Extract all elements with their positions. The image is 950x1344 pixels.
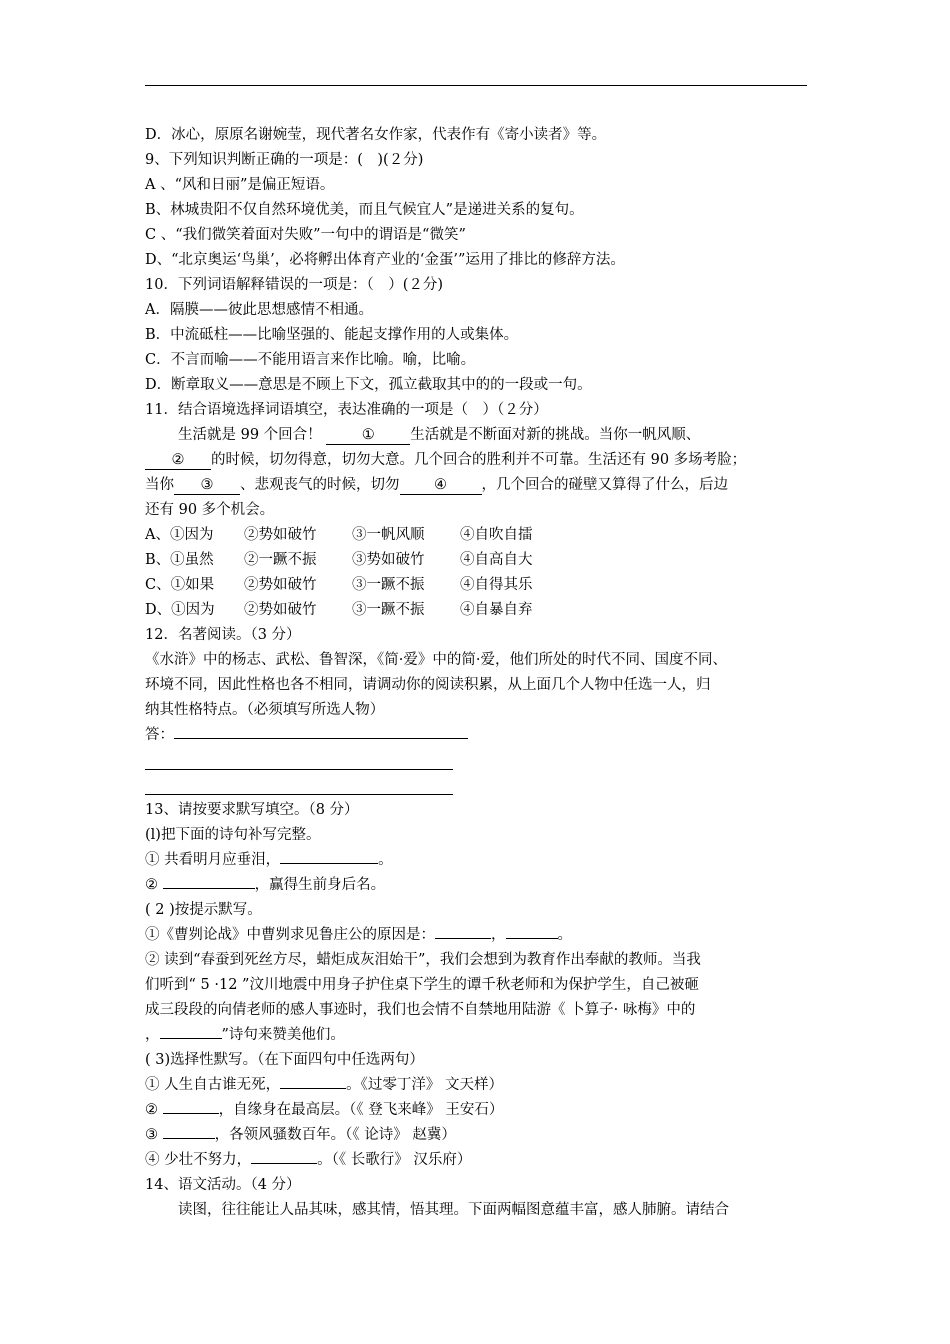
q13-2b-blank[interactable]: [160, 1024, 222, 1039]
q11-option-b: B、①虽然 ②一蹶不振 ③势如破竹 ④自高自大: [145, 552, 533, 568]
q11-option-d: D、①因为 ②势如破竹 ③一蹶不振 ④自暴自弃: [145, 602, 533, 618]
q9-option-a: A 、“风和日丽”是偏正短语。: [145, 177, 335, 193]
q11-passage-line-3: 当你 ③ 、悲观丧气的时候，切勿 ④ ，几个回合的碰壁又算得了什么，后边: [145, 477, 728, 493]
q13-2b-line-4: ， ”诗句来赞美他们。: [145, 1023, 810, 1048]
q13-3d-blank[interactable]: [251, 1149, 317, 1164]
question-10: 10．下列词语解释错误的一项是：（ ）(２分): [145, 277, 444, 293]
q9-option-b: B、林城贵阳不仅自然环境优美，而且气候宜人”是递进关系的复句。: [145, 202, 584, 218]
q13-3c-blank[interactable]: [163, 1124, 215, 1139]
q13-3b-blank[interactable]: [163, 1099, 219, 1114]
q12-passage-line-1: 《水浒》中的杨志、武松、鲁智深，《简·爱》中的简·爱，他们所处的时代不同、国度不同、: [145, 652, 727, 668]
q13-3c: ③ ，各领风骚数百年。（《 论诗》 赵冀）: [145, 1123, 810, 1148]
q12-passage-line-3: 纳其性格特点。（必须填写所选人物）: [145, 702, 385, 718]
q13-2b-line-3: 成三段段的向倩老师的感人事迹时，我们也会情不自禁地用陆游《 卜算子· 咏梅》中的: [145, 1002, 696, 1018]
q14-passage-line-1: 读图，往往能让人品其味，感其情，悟其理。下面两幅图意蕴丰富，感人肺腑。请结合: [178, 1202, 729, 1218]
q12-answer-line: 答：: [145, 723, 810, 748]
question-13: 13、请按要求默写填空。（8 分）: [145, 802, 359, 818]
q11-passage-line-4: 还有 90 多个机会。: [145, 502, 275, 518]
q13-1b-blank[interactable]: [163, 874, 255, 889]
q11-passage-line-1: 生活就是 99 个回合！ ① 生活就是不断面对新的挑战。当你一帆风顺、: [178, 427, 701, 443]
q13-3d: ④ 少壮不努力， 。（《 长歌行》 汉乐府）: [145, 1148, 810, 1173]
q12-answer-line-2[interactable]: [145, 748, 810, 773]
q13-3b: ② ，自缘身在最高层。（《 登飞来峰》 王安石）: [145, 1098, 810, 1123]
q9-option-d: D、“北京奥运‘鸟巢’，必将孵出体育产业的‘金蛋’”运用了排比的修辞方法。: [145, 252, 625, 268]
q13-3a: ① 人生自古谁无死， 。《过零丁洋》 文天样）: [145, 1073, 810, 1098]
q11-blank-2[interactable]: ②: [145, 452, 211, 470]
q13-2a-blank-1[interactable]: [435, 924, 491, 939]
exam-page: [145, 123, 810, 1223]
q13-3a-blank[interactable]: [280, 1074, 346, 1089]
q10-option-c: C．不言而喻——不能用语言来作比喻。喻，比喻。: [145, 352, 476, 368]
q11-blank-1[interactable]: ①: [326, 427, 410, 445]
q11-blank-3[interactable]: ③: [174, 477, 240, 495]
option-d-bingxin: D．冰心，原原名谢婉莹，现代著名女作家，代表作有《寄小读者》等。: [145, 127, 607, 143]
q11-blank-4[interactable]: ④: [400, 477, 482, 495]
q13-2b-line-2: 们听到“ 5 ·12 ”汶川地震中用身子护住桌下学生的谭千秋老师和为保护学生，自己被砸: [145, 977, 699, 993]
q13-2a-blank-2[interactable]: [506, 924, 558, 939]
q13-part-1: (l)把下面的诗句补写完整。: [145, 827, 321, 843]
q11-option-c: C、①如果 ②势如破竹 ③一蹶不振 ④自得其乐: [145, 577, 533, 593]
question-12: 12．名著阅读。（3 分）: [145, 627, 301, 643]
q12-answer-line-3[interactable]: [145, 773, 810, 798]
q10-option-a: A．隔膜——彼此思想感情不相通。: [145, 302, 373, 318]
q12-passage-line-2: 环境不同，因此性格也各不相同，请调动你的阅读积累，从上面几个人物中任选一人，归: [145, 677, 711, 693]
q13-2a: ①《曹刿论战》中曹刿求见鲁庄公的原因是： ， 。: [145, 923, 810, 948]
q10-option-d: D．断章取义——意思是不顾上下文，孤立截取其中的的一段或一句。: [145, 377, 592, 393]
q13-1a: ① 共看明月应垂泪， 。: [145, 848, 810, 873]
header-rule: [145, 85, 807, 86]
q11-option-a: A、①因为 ②势如破竹 ③一帆风顺 ④自吹自擂: [145, 527, 533, 543]
question-9: 9、下列知识判断正确的一项是：( )(２分): [145, 152, 424, 168]
question-14: 14、语文活动。（4 分）: [145, 1177, 301, 1193]
q13-1a-blank[interactable]: [280, 849, 378, 864]
q13-part-2: ( 2 )按提示默写。: [145, 902, 262, 918]
q13-1b: ② ，赢得生前身后名。: [145, 873, 810, 898]
q11-passage-line-2: ② 的时候，切勿得意，切勿大意。几个回合的胜利并不可靠。生活还有 90 多场考脸；: [145, 448, 810, 473]
question-11: 11．结合语境选择词语填空，表达准确的一项是（ ）（２分）: [145, 402, 548, 418]
q12-answer-blank[interactable]: [174, 724, 468, 739]
q13-part-3: ( 3)选择性默写。（在下面四句中任选两句）: [145, 1052, 424, 1068]
q10-option-b: B．中流砥柱——比喻坚强的、能起支撑作用的人或集体。: [145, 327, 519, 343]
q13-2b-line-1: ② 读到“春蚕到死丝方尽，蜡炬成灰泪始干”，我们会想到为教育作出奉献的教师。当我: [145, 952, 701, 968]
q9-option-c: C 、“我们微笑着面对失败”一句中的谓语是“微笑”: [145, 227, 466, 243]
